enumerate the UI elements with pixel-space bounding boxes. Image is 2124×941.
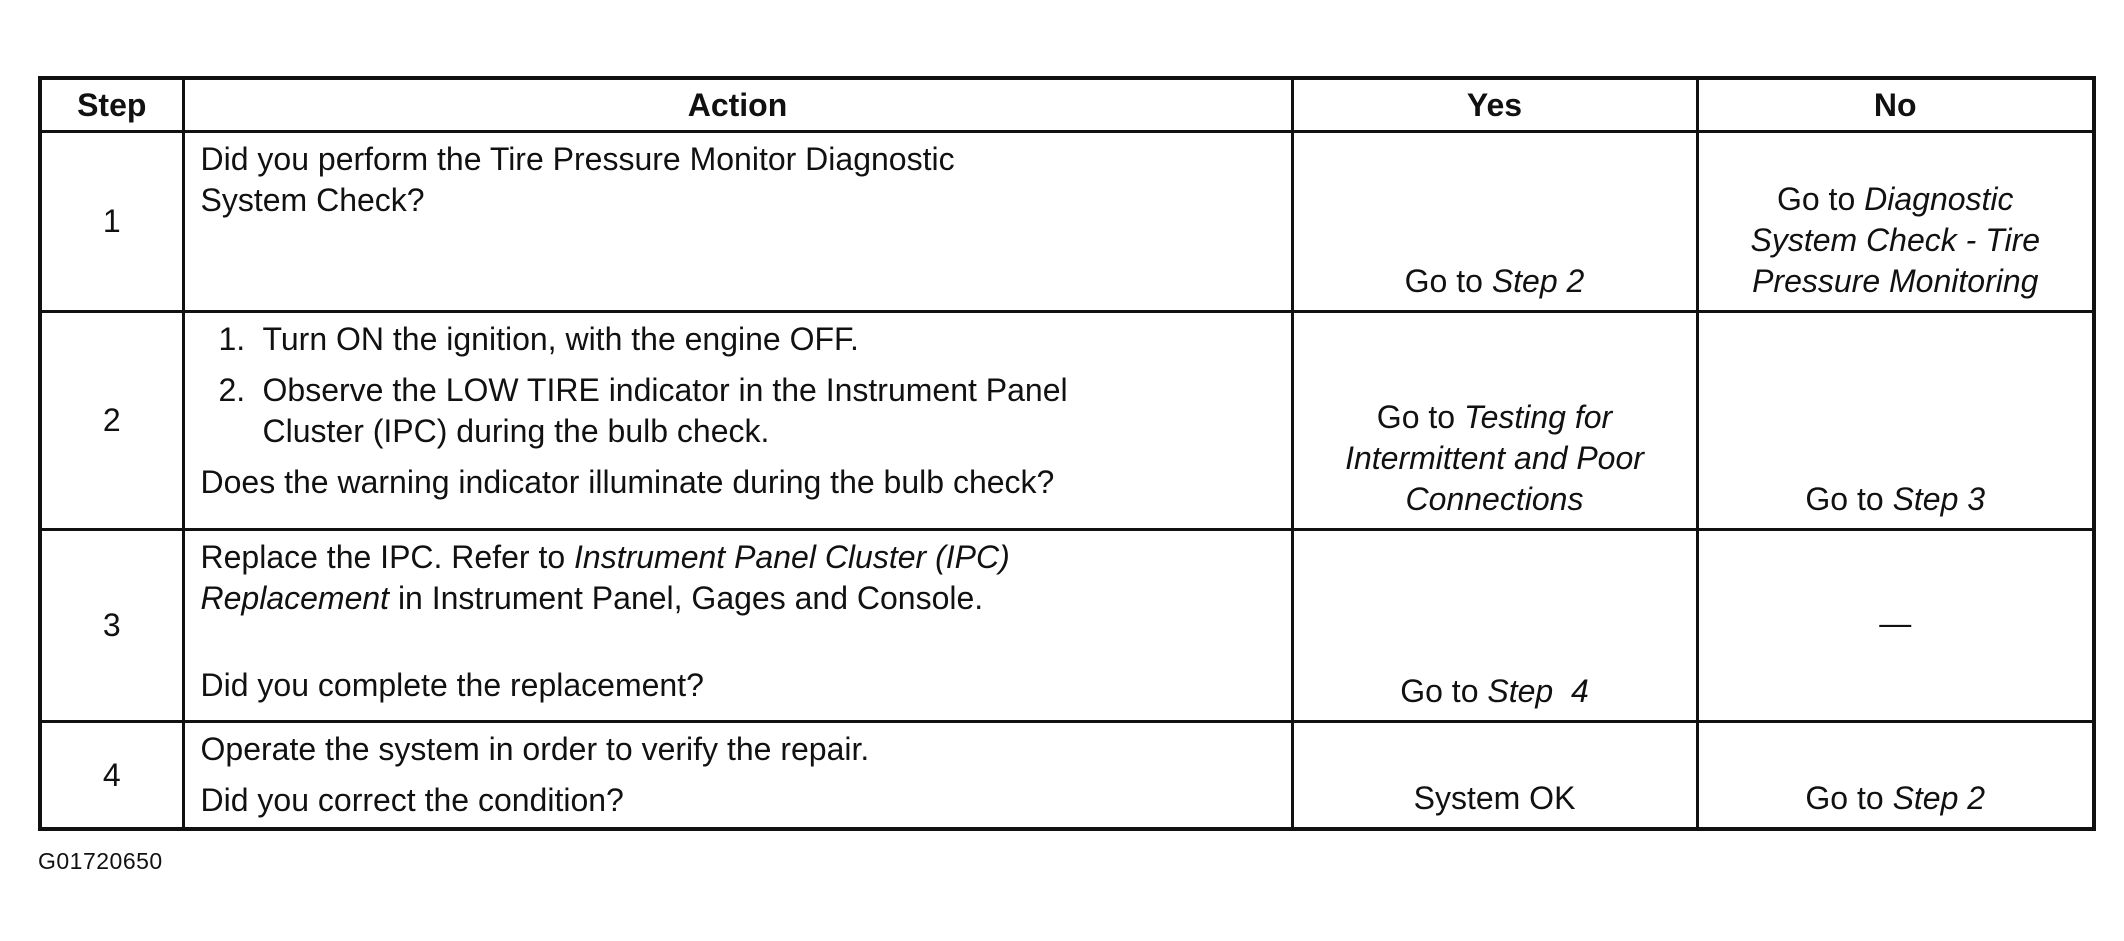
procedure-reference: Replacement — [200, 580, 390, 616]
item-number: 2. — [218, 372, 246, 408]
procedure-reference: Testing for — [1463, 399, 1613, 435]
go-to-prefix: Go to — [1376, 399, 1464, 435]
header-yes: Yes — [1292, 78, 1697, 132]
step-reference: Step 2 — [1892, 780, 1986, 816]
header-action: Action — [183, 78, 1292, 132]
step-number: 4 — [40, 722, 183, 830]
action-cell — [183, 722, 1292, 830]
go-to-prefix: Go to — [1404, 263, 1492, 299]
result-text: System OK — [1413, 780, 1576, 816]
item-number: 1. — [218, 321, 246, 357]
action-cell — [183, 312, 1292, 530]
yes-cell — [1292, 132, 1697, 312]
action-text: Did you perform the Tire Pressure Monitor Diagnostic — [200, 141, 955, 177]
go-to-prefix: Go to — [1400, 673, 1488, 709]
item-text: Observe the LOW TIRE indicator in the Instrument Panel — [262, 372, 1068, 408]
header-step: Step — [40, 78, 183, 132]
item-text: Turn ON the ignition, with the engine OFF. — [262, 321, 859, 357]
diagnostic-table — [38, 76, 2096, 831]
action-text: Replace the IPC. Refer to — [200, 539, 575, 575]
yes-cell — [1292, 722, 1697, 830]
yes-cell — [1292, 312, 1697, 530]
question-text: Does the warning indicator illuminate during the bulb check? — [200, 464, 1055, 500]
step-reference: Step 3 — [1892, 481, 1986, 517]
action-cell — [183, 530, 1292, 722]
table-row — [40, 312, 2094, 530]
step-reference: Step 4 — [1487, 673, 1589, 709]
step-number: 2 — [40, 312, 183, 530]
table-row — [40, 530, 2094, 722]
procedure-reference: Connections — [1405, 481, 1584, 517]
step-number: 3 — [40, 530, 183, 722]
numbered-item — [219, 319, 1275, 360]
procedure-reference: Intermittent and Poor — [1345, 440, 1644, 476]
go-to-prefix: Go to — [1805, 780, 1893, 816]
no-cell — [1697, 312, 2094, 530]
header-no: No — [1697, 78, 2094, 132]
go-to-prefix: Go to — [1805, 481, 1893, 517]
figure-id-caption: G01720650 — [38, 848, 163, 874]
action-text: Operate the system in order to verify the repair. — [200, 731, 870, 767]
action-cell — [183, 132, 1292, 312]
table-row — [40, 722, 2094, 830]
no-cell — [1697, 722, 2094, 830]
action-text: System Check? — [200, 182, 425, 218]
procedure-reference: Diagnostic — [1864, 181, 2014, 217]
numbered-item — [219, 370, 1275, 452]
header-row — [40, 78, 2094, 132]
procedure-reference: Pressure Monitoring — [1752, 263, 2039, 299]
not-applicable-dash: — — [1879, 605, 1912, 641]
step-reference: Step 2 — [1491, 263, 1585, 299]
question-text: Did you complete the replacement? — [200, 667, 704, 703]
no-cell — [1697, 132, 2094, 312]
no-cell — [1697, 530, 2094, 722]
item-text: Cluster (IPC) during the bulb check. — [262, 413, 770, 449]
question-text: Did you correct the condition? — [200, 782, 624, 818]
step-number: 1 — [40, 132, 183, 312]
go-to-prefix: Go to — [1776, 181, 1865, 217]
procedure-reference: Instrument Panel Cluster (IPC) — [574, 539, 1010, 575]
action-text: in Instrument Panel, Gages and Console. — [389, 580, 984, 616]
yes-cell — [1292, 530, 1697, 722]
table-row — [40, 132, 2094, 312]
procedure-reference: System Check - Tire — [1750, 222, 2041, 258]
